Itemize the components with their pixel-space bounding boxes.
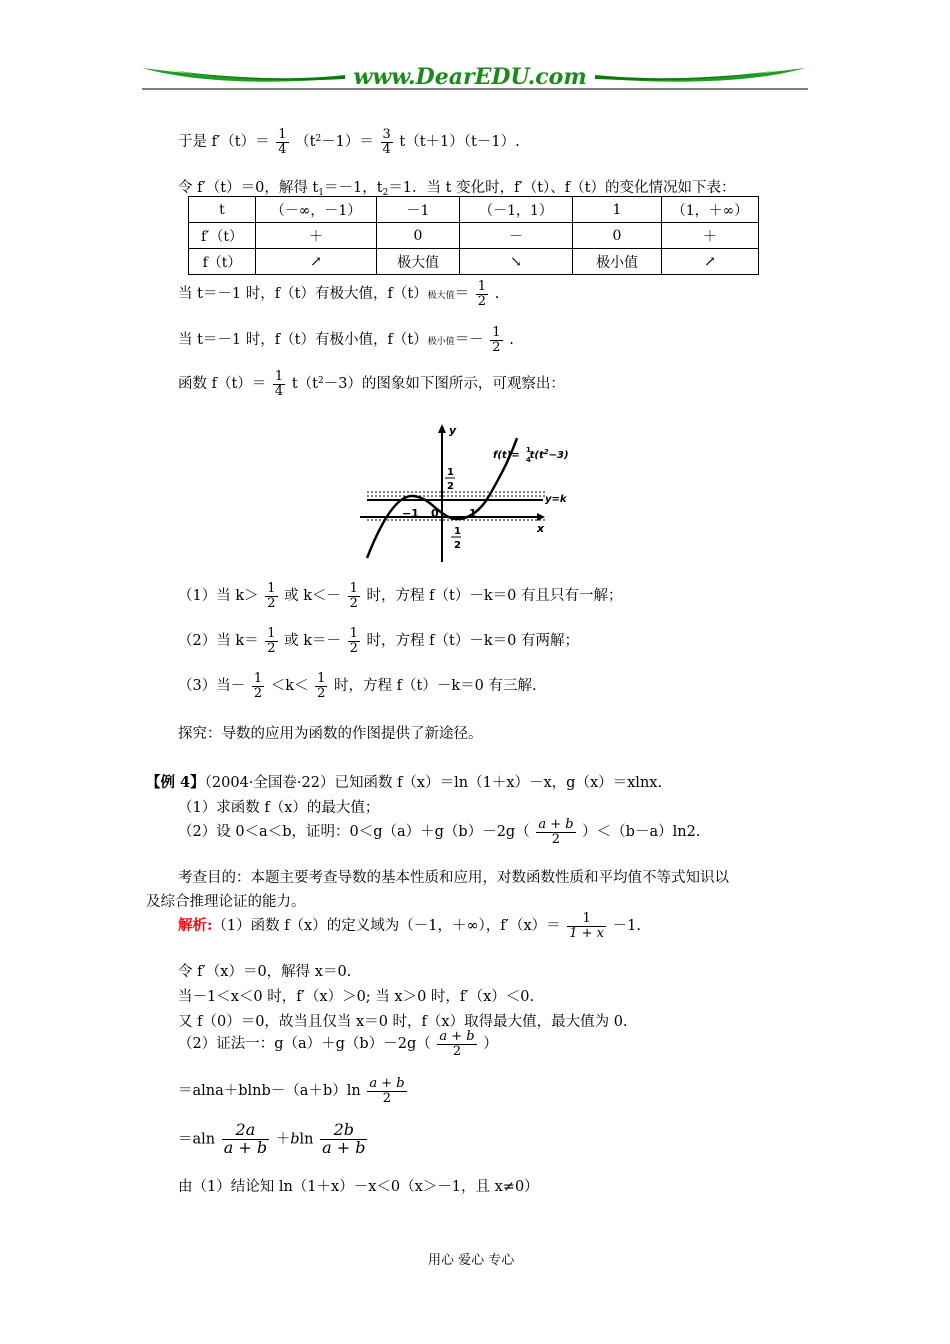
solution-line-1: 解析:（1）函数 f（x）的定义域为（－1，＋∞），f′（x）＝ $\frac{1}{1 + x}$ －1. — [178, 911, 641, 941]
solution-line-2: 令 f′（x）＝0，解得 x＝0. — [178, 964, 352, 980]
table-row-f: f（t） ↗ 极大值 ↘ 极小值 ↗ — [189, 249, 759, 275]
solution-line-3: 当－1＜x＜0 时，f′（x）＞0; 当 x＞0 时，f′（x）＜0. — [178, 989, 535, 1005]
half-num-bottom: 1 — [454, 526, 461, 537]
example-4-heading: 【例 4】（2004·全国卷·22）已知函数 f（x）＝ln（1＋x）－x，g（x）＝xlnx. — [146, 774, 663, 791]
solution-line-4: 又 f（0）＝0，故当且仅当 x＝0 时，f（x）取得最大值，最大值为 0. — [178, 1014, 628, 1030]
line-label: y=k — [545, 494, 567, 505]
fraction-3-4: $\frac{3}{4}$ — [382, 127, 391, 157]
purpose-line-1: 考查目的：本题主要考查导数的基本性质和应用，对数函数性质和平均值不等式知识以 — [178, 870, 729, 886]
footer-text: 用心 爱心 专心 — [428, 1253, 515, 1268]
curve-label: $f(t)= t(t^2-3)$ — [493, 448, 569, 461]
line-derivative: 于是 f′（t）＝ $\frac{1}{4}$ $(t^2-1)=$ $\frac{3}{4}$ t（t＋1）（t－1）. — [178, 127, 520, 157]
line-local-min: 当 t＝－1 时，f（t）有极小值，f（t）极小值＝－ $\frac{1}{2}$ . — [178, 325, 514, 355]
variation-table — [188, 196, 759, 275]
y-axis-label: y — [449, 424, 457, 437]
y-axis-arrow — [438, 424, 446, 433]
curve-label-frac-den: 4 — [526, 456, 531, 464]
case-3: （3）当－ $\frac{1}{2}$ ＜k＜ $\frac{1}{2}$ 时，方程 f（t）－k＝0 有三解. — [178, 671, 537, 701]
purpose-line-2: 及综合推理论证的能力。 — [146, 894, 306, 910]
site-logo: www.DearEDU.com — [353, 64, 587, 90]
table-row-header: t （－∞，－1） －1 （－1，1） 1 （1，＋∞） — [189, 197, 759, 223]
half-den-top: 2 — [447, 481, 454, 492]
line-local-max: 当 t＝－1 时，f（t）有极大值，f（t）极大值＝ $\frac{1}{2}$ . — [178, 279, 500, 309]
solution-line-7: ＝aln $\frac{2a}{a + b}$ ＋bln $\frac{2b}{a + b}$ — [178, 1120, 366, 1157]
fraction-1-4: $\frac{1}{4}$ — [278, 127, 287, 157]
header-banner — [140, 58, 810, 94]
tick-neg1: −1 — [402, 507, 419, 520]
tick-0: 0 — [431, 507, 439, 520]
half-den-bottom: 2 — [454, 540, 461, 551]
half-num-top: 1 — [447, 467, 454, 478]
question-1: （1）求函数 f（x）的最大值； — [178, 800, 380, 816]
curve-label-frac-num: 1 — [526, 446, 531, 454]
line-function: 函数 f（t）＝ $\frac{1}{4}$ $t(t^2-3)$的图象如下图所示，可观察出： — [178, 369, 565, 399]
solution-line-8: 由（1）结论知 ln（1＋x）－x＜0（x＞－1，且 x≠0） — [178, 1179, 539, 1195]
solution-line-5: （2）证法一：g（a）＋g（b）－2g（ $\frac{a + b}{2}$ ） — [178, 1029, 498, 1059]
case-1: （1）当 k＞ $\frac{1}{2}$ 或 k＜－ $\frac{1}{2}$ 时，方程 f（t）－k＝0 有且只有一解； — [178, 581, 623, 611]
solution-line-6: ＝alna＋blnb－（a＋b）ln $\frac{a + b}{2}$ — [178, 1076, 405, 1106]
function-graph — [355, 420, 595, 565]
line-solve: 令 f′（t）＝0，解得 $t_1=-1$，$t_2=1$．当 t 变化时，f′（t）、f（t）的变化情况如下表： — [178, 180, 736, 198]
table-row-fprime: f′（t） ＋ 0 － 0 ＋ — [189, 223, 759, 249]
solution-tag: 解析: — [178, 917, 213, 935]
explore-note: 探究：导数的应用为函数的作图提供了新途径。 — [178, 726, 483, 742]
question-2: （2）设 0＜a＜b，证明：0＜g（a）＋g（b）－2g（ $\frac{a + b}{2}$ ）＜（b－a）ln2. — [178, 817, 701, 847]
tick-1: 1 — [469, 507, 477, 520]
case-2: （2）当 k＝ $\frac{1}{2}$ 或 k＝－ $\frac{1}{2}$ 时，方程 f（t）－k＝0 有两解； — [178, 626, 579, 656]
x-axis-label: x — [537, 522, 545, 535]
